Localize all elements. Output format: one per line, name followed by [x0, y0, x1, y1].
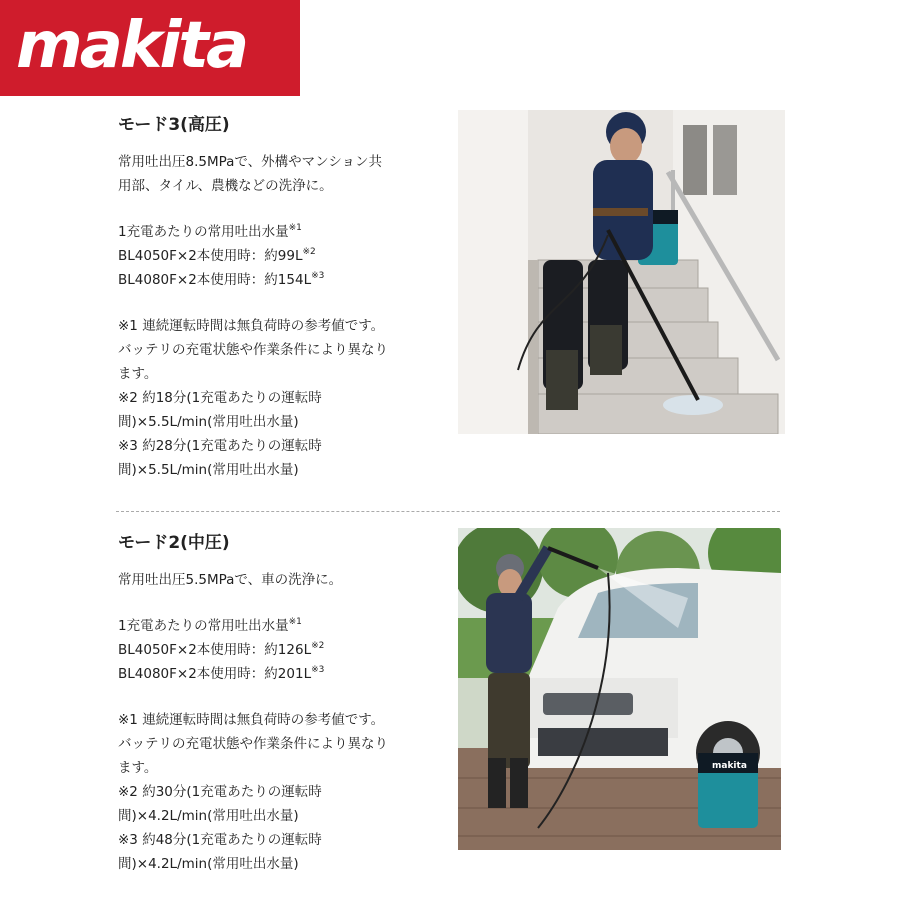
- section-title: モード3(高圧): [118, 115, 230, 135]
- note-line: 間)×5.5L/min(常用吐出水量): [118, 414, 299, 430]
- section-divider: [116, 511, 780, 512]
- note-line: バッテリの充電状態や作業条件により異なり: [118, 736, 388, 752]
- note-line: ※3 約48分(1充電あたりの運転時: [118, 832, 322, 848]
- desc-line: 常用吐出圧5.5MPaで、車の洗浄に。: [118, 572, 343, 588]
- note-line: 間)×5.5L/min(常用吐出水量): [118, 462, 299, 478]
- note-line: ※2 約30分(1充電あたりの運転時: [118, 784, 322, 800]
- flow-heading: 1充電あたりの常用吐出水量$^{※1}$: [118, 223, 302, 240]
- note-line: バッテリの充電状態や作業条件により異なり: [118, 342, 388, 358]
- footnote-mark: ※3: [311, 665, 325, 675]
- stairs-washing-photo: [458, 110, 785, 434]
- flow-heading: 1充電あたりの常用吐出水量$^{※1}$: [118, 617, 302, 634]
- logo-text: makita: [16, 9, 247, 83]
- footnote-mark: ※1: [288, 617, 302, 627]
- footnote-mark: ※2: [311, 641, 325, 651]
- note-line: ※3 約28分(1充電あたりの運転時: [118, 438, 322, 454]
- desc-line: 常用吐出圧8.5MPaで、外構やマンション共: [118, 154, 383, 170]
- note-line: ※1 連続運転時間は無負荷時の参考値です。: [118, 318, 385, 334]
- note-line: ます。: [118, 366, 158, 382]
- makita-logo: [0, 0, 300, 96]
- note-line: 間)×4.2L/min(常用吐出水量): [118, 808, 299, 824]
- mode3-section: [118, 114, 448, 482]
- footnote-mark: ※3: [311, 271, 325, 281]
- car-washing-photo: [458, 528, 781, 850]
- section-title: モード2(中圧): [118, 533, 230, 553]
- note-line: ※1 連続運転時間は無負荷時の参考値です。: [118, 712, 385, 728]
- flow-line: BL4050F×2本使用時：約$126L^{※2}$: [118, 641, 325, 658]
- footnote-mark: ※1: [288, 223, 302, 233]
- footnote-mark: ※2: [302, 247, 316, 257]
- note-line: 間)×4.2L/min(常用吐出水量): [118, 856, 299, 872]
- note-line: ※2 約18分(1充電あたりの運転時: [118, 390, 322, 406]
- flow-line: BL4080F×2本使用時：約$154L^{※3}$: [118, 271, 325, 288]
- note-line: ます。: [118, 760, 158, 776]
- desc-line: 用部、タイル、農機などの洗浄に。: [118, 178, 333, 194]
- flow-line: BL4080F×2本使用時：約$201L^{※3}$: [118, 665, 325, 682]
- mode2-section: [118, 532, 448, 876]
- flow-line: BL4050F×2本使用時：約$99L^{※2}$: [118, 247, 316, 264]
- product-badge: makita: [712, 761, 747, 771]
